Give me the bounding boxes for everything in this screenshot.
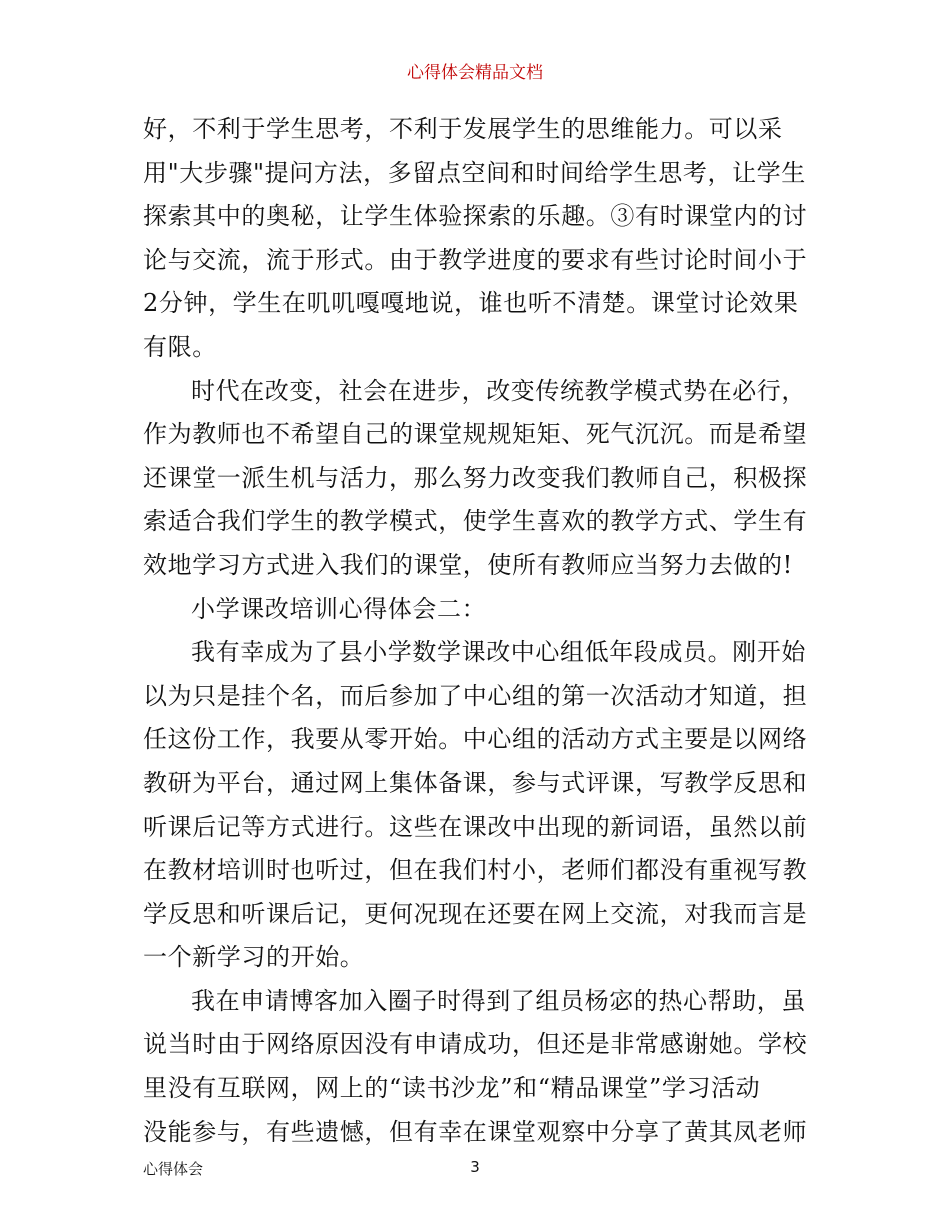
text-line: 用"大步骤"提问方法，多留点空间和时间给学生思考，让学生	[143, 158, 806, 187]
footer-label: 心得体会	[143, 1160, 204, 1178]
text-line: 论与交流，流于形式。由于教学进度的要求有些讨论时间小于	[143, 245, 808, 274]
text-line: 一个新学习的开始。	[143, 943, 365, 972]
text-line: 2分钟，学生在叽叽嘎嘎地说，谁也听不清楚。课堂讨论效果	[143, 289, 799, 318]
text-line: 学反思和听课后记，更何况现在还要在网上交流，对我而言是	[143, 899, 808, 928]
text-line: 作为教师也不希望自己的课堂规规矩矩、死气沉沉。而是希望	[143, 420, 808, 449]
text-line: 在教材培训时也听过，但在我们村小，老师们都没有重视写教	[143, 856, 808, 885]
page-header: 心得体会精品文档	[407, 63, 543, 83]
document-body	[143, 108, 811, 1154]
text-line: 还课堂一派生机与活力，那么努力改变我们教师自己，积极探	[143, 463, 808, 492]
paragraph-first-line: 我有幸成为了县小学数学课改中心组低年段成员。刚开始	[191, 638, 806, 667]
text-line: 索适合我们学生的教学模式，使学生喜欢的教学方式、学生有	[143, 507, 808, 536]
text-line: 说当时由于网络原因没有申请成功，但还是非常感谢她。学校	[143, 1030, 808, 1059]
text-line: 教研为平台，通过网上集体备课，参与式评课，写教学反思和	[143, 768, 808, 797]
text-line: 探索其中的奥秘，让学生体验探索的乐趣。③有时课堂内的讨	[143, 202, 808, 231]
text-line: 里没有互联网，网上的“读书沙龙”和“精品课堂”学习活动	[143, 1074, 761, 1103]
text-line: 以为只是挂个名，而后参加了中心组的第一次活动才知道，担	[143, 681, 808, 710]
page-number: 3	[470, 1158, 480, 1176]
text-line: 好，不利于学生思考，不利于发展学生的思维能力。可以采	[143, 115, 783, 143]
text-line: 任这份工作，我要从零开始。中心组的活动方式主要是以网络	[143, 725, 808, 754]
paragraph-first-line: 我在申请博客加入圈子时得到了组员杨宓的热心帮助，虽	[191, 986, 806, 1015]
text-line: 有限。	[143, 332, 217, 361]
section-heading: 小学课改培训心得体会二：	[191, 594, 487, 623]
text-line: 效地学习方式进入我们的课堂，使所有教师应当努力去做的!	[143, 550, 793, 579]
text-line: 没能参与，有些遗憾，但有幸在课堂观察中分享了黄其凤老师	[143, 1117, 808, 1146]
text-line: 听课后记等方式进行。这些在课改中出现的新词语，虽然以前	[143, 812, 808, 841]
paragraph-first-line: 时代在改变，社会在进步，改变传统教学模式势在必行，	[191, 376, 806, 405]
